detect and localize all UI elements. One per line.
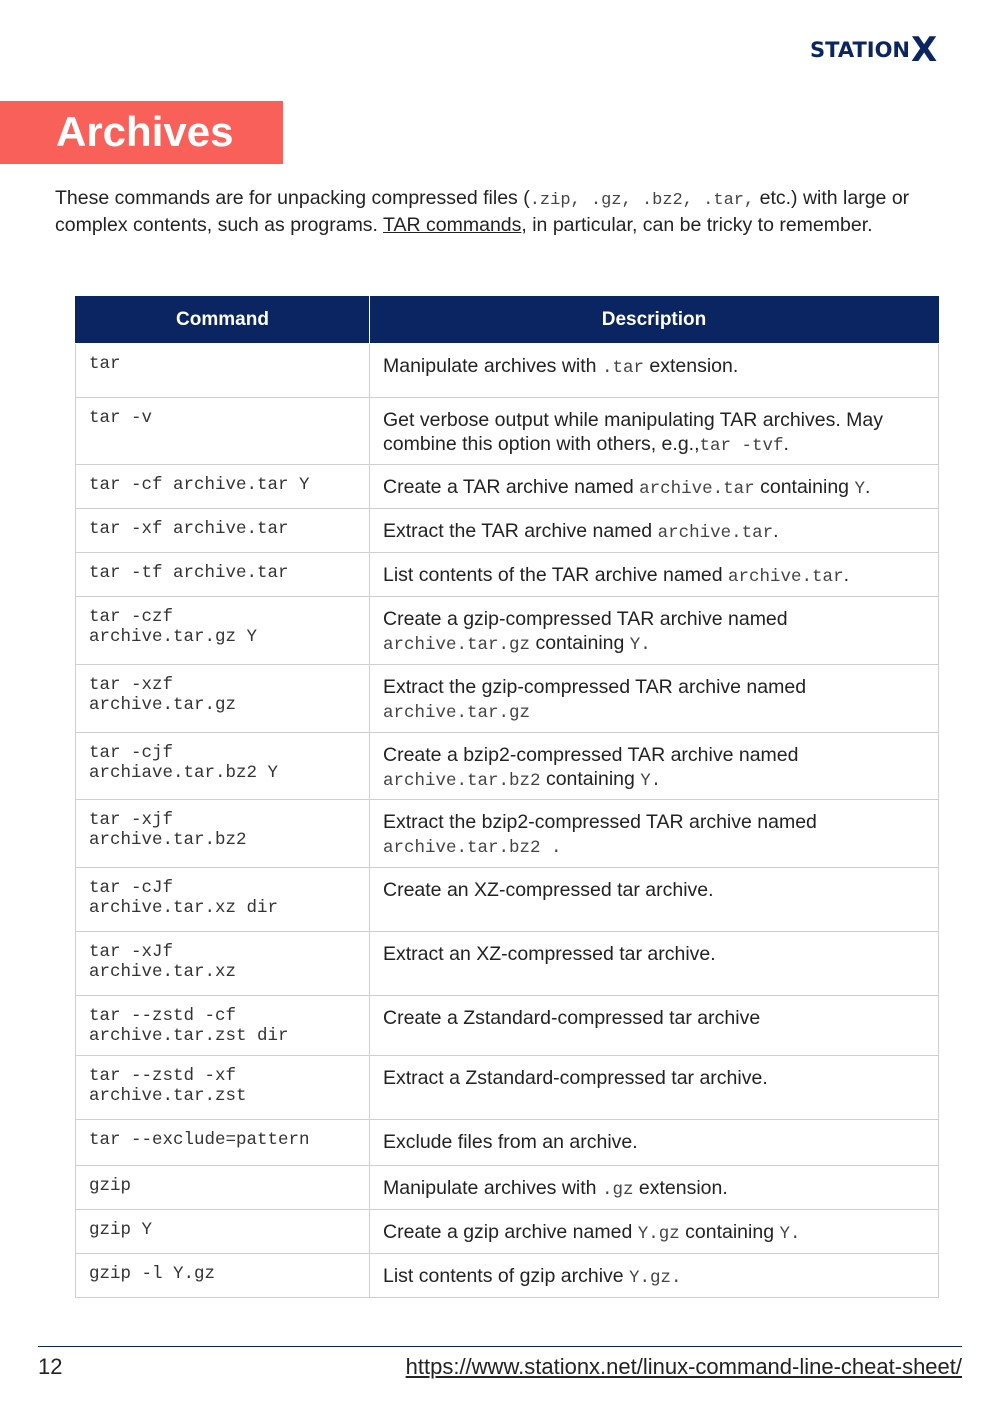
table-row [76,398,939,465]
table-row [76,932,939,996]
table-row [76,800,939,868]
table-row [76,1210,939,1254]
description-cell [370,597,939,665]
page-number: 12 [38,1354,63,1379]
command-cell: tar --zstd -cf archive.tar.zst dir [76,996,370,1056]
table-row [76,1056,939,1120]
inline-code: Y.gz. [629,1268,682,1288]
description-text: extension. [633,1177,728,1199]
description-text: . [843,564,849,586]
description-text: extension. [643,355,739,377]
command-cell: gzip [76,1166,370,1210]
inline-code: Y [854,479,865,499]
description-cell [370,509,939,553]
command-cell: tar -cjf archiave.tar.bz2 Y [76,733,370,800]
description-text: Exclude files from an archive. [383,1131,638,1153]
command-cell: tar -czf archive.tar.gz Y [76,597,370,665]
description-cell [370,665,939,733]
table-row [76,996,939,1056]
description-cell [370,465,939,509]
table-row [76,597,939,665]
inline-code: archive.tar [657,523,774,543]
description-text: Extract a Zstandard-compressed tar archive. [383,1067,768,1089]
table-row [76,868,939,932]
command-cell: tar -xf archive.tar [76,509,370,553]
description-text: Create a gzip archive named [383,1221,638,1243]
description-text: . [783,433,789,455]
table-row [76,1166,939,1210]
ext-zip: .zip, [529,191,581,210]
description-cell [370,800,939,868]
header-command: Command [76,297,370,344]
description-text: Extract the TAR archive named [383,520,658,542]
ext-tar: .tar, [692,191,755,210]
table-row [76,344,939,398]
header-description: Description [370,297,939,344]
description-text: List contents of gzip archive [383,1265,630,1287]
description-text: Manipulate archives with [383,1177,602,1199]
description-cell [370,398,939,465]
description-text: Extract the gzip-compressed TAR archive named [383,676,807,698]
table-row [76,1254,939,1298]
inline-code: .tar [601,358,644,378]
description-cell [370,868,939,932]
table-row [76,665,939,733]
description-text: List contents of the TAR archive named [383,564,729,586]
footer-divider [38,1346,962,1347]
inline-code: Y. [640,771,662,791]
inline-code: tar -tvf [699,436,784,456]
footer-url-link[interactable]: https://www.stationx.net/linux-command-line-cheat-sheet/ [405,1354,962,1379]
table-row [76,733,939,800]
command-cell: tar -xjf archive.tar.bz2 [76,800,370,868]
command-cell: tar --exclude=pattern [76,1120,370,1166]
inline-code: archive.tar [639,479,755,499]
inline-code: archive.tar.gz [383,703,531,723]
command-cell: gzip Y [76,1210,370,1254]
table-row [76,1120,939,1166]
command-cell: tar -xJf archive.tar.xz [76,932,370,996]
inline-code: .gz [601,1180,634,1200]
command-cell: tar [76,344,370,398]
description-text: Manipulate archives with [383,355,602,377]
table-row [76,465,939,509]
description-text: . [773,520,779,542]
ext-bz2: .bz2, [631,191,693,210]
description-text: containing [679,1221,780,1243]
description-cell [370,344,939,398]
intro-paragraph [55,186,935,237]
description-text: containing [530,632,630,654]
table-header-row [76,297,939,344]
description-cell [370,733,939,800]
section-banner [0,101,283,164]
command-cell: tar -cf archive.tar Y [76,465,370,509]
logo-x-mark: X [911,30,938,70]
description-text: Create a Zstandard-compressed tar archive [383,1007,761,1029]
table-row [76,553,939,597]
description-cell [370,932,939,996]
description-text: Extract the bzip2-compressed TAR archive named [383,811,817,833]
command-cell: tar -cJf archive.tar.xz dir [76,868,370,932]
command-cell: tar -v [76,398,370,465]
inline-code: archive.tar.bz2 . [383,838,562,858]
inline-code: archive.tar.gz [383,635,531,655]
description-cell [370,1056,939,1120]
description-cell [370,1254,939,1298]
inline-code: archive.tar.bz2 [383,771,541,791]
command-cell: gzip -l Y.gz [76,1254,370,1298]
description-cell [370,1166,939,1210]
tar-commands-link[interactable]: TAR commands [383,214,522,236]
description-cell [370,1210,939,1254]
description-cell [370,553,939,597]
commands-table [75,296,939,1298]
description-text: Create an XZ-compressed tar archive. [383,879,714,901]
logo-text: STATION [810,37,911,62]
intro-text-before: These commands are for unpacking compressed files ( [55,187,530,209]
ext-gz: .gz, [580,191,632,210]
page-title: Archives [56,108,234,155]
command-cell: tar -xzf archive.tar.gz [76,665,370,733]
description-text: containing [540,768,641,790]
intro-text-after: etc.) with large or complex contents, such as programs. [55,187,910,236]
command-cell: tar --zstd -xf archive.tar.zst [76,1056,370,1120]
description-text: Get verbose output while manipulating TAR archives. May combine this option with others, e.g., [383,409,884,455]
description-text: . [864,476,871,498]
description-text: Extract an XZ-compressed tar archive. [383,943,716,965]
description-text: Create a gzip-compressed TAR archive named [383,608,788,630]
table-row [76,509,939,553]
description-text: Create a TAR archive named [383,476,640,498]
intro-text-end: , in particular, can be tricky to remember. [521,214,873,236]
description-text: containing [754,476,855,498]
description-cell [370,1120,939,1166]
description-cell [370,996,939,1056]
inline-code: archive.tar [728,567,844,587]
stationx-logo [810,30,962,70]
inline-code: Y. [779,1224,801,1244]
description-text: Create a bzip2-compressed TAR archive named [383,744,799,766]
command-cell: tar -tf archive.tar [76,553,370,597]
inline-code: Y.gz [637,1224,680,1244]
inline-code: Y. [629,635,651,655]
